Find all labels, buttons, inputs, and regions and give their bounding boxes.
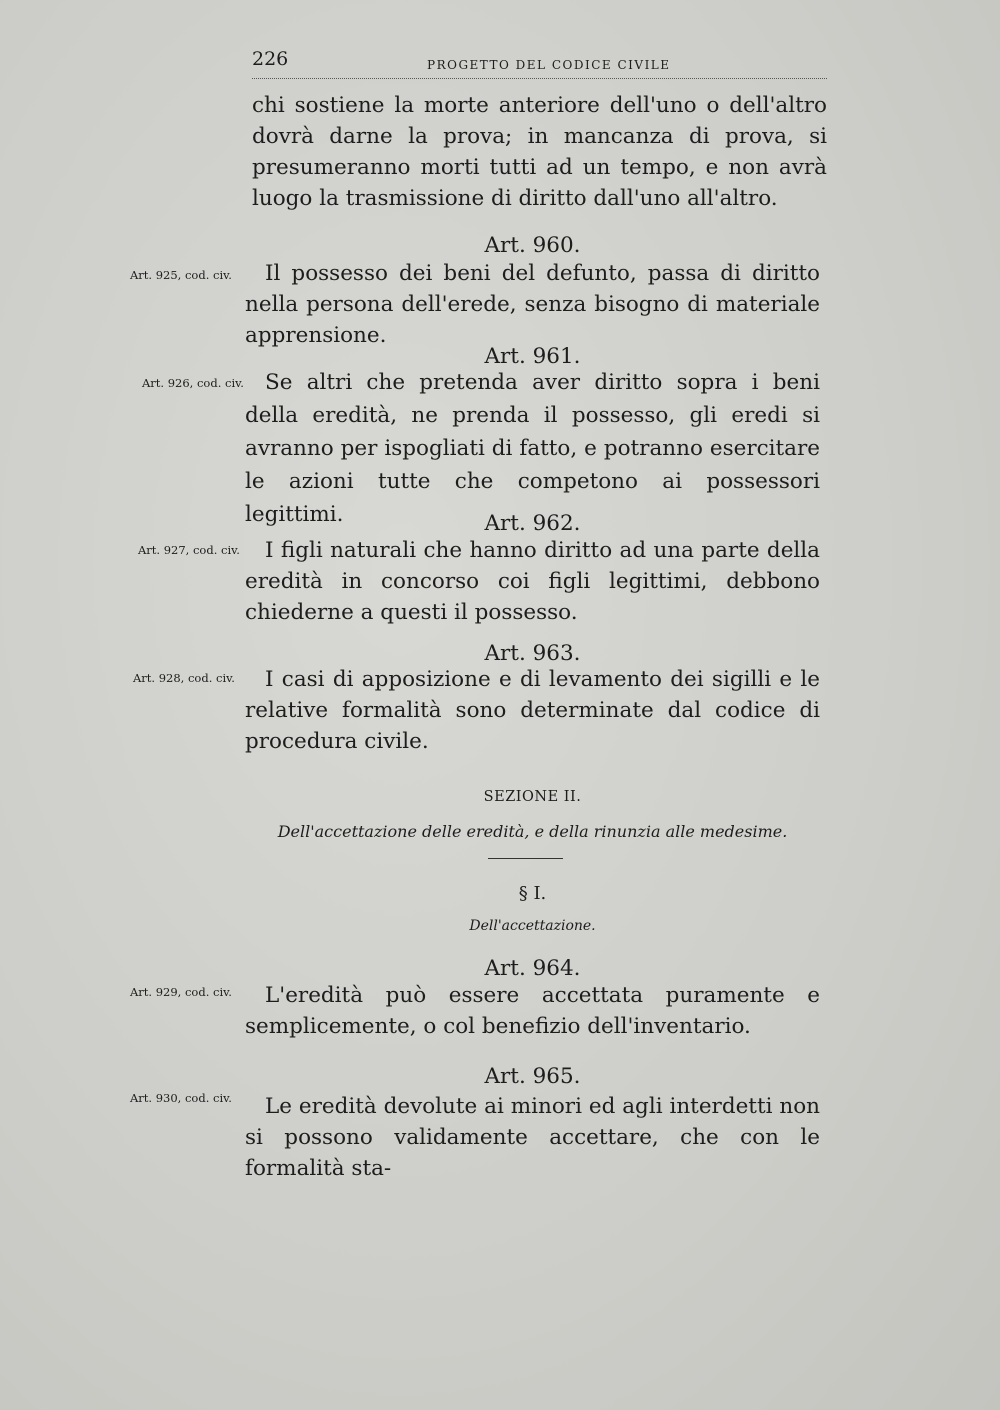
article-text: I casi di apposizione e di levamento dei sigilli e le relative formalità sono determinate dal codice di procedura civile. — [245, 667, 820, 754]
paragraph-heading: § I. — [518, 883, 547, 904]
article-title: Art. 961. — [484, 344, 581, 369]
section-subtitle: Dell'accettazione delle eredità, e della rinunzia alle medesime. — [277, 822, 788, 841]
article-title: Art. 963. — [484, 641, 581, 666]
page-header — [252, 48, 827, 79]
section-divider — [488, 858, 563, 859]
article-title: Art. 965. — [484, 1064, 581, 1089]
margin-reference: Art. 930, cod. civ. — [130, 1091, 232, 1105]
article-text: I figli naturali che hanno diritto ad una parte della eredità in concorso coi figli legittimi, debbono chiederne a questi il possesso. — [245, 538, 820, 625]
article-text: Se altri che pretenda aver diritto sopra i beni della eredità, ne prenda il possesso, gli eredi si avranno per ispogliati di fatto, e potranno esercitare le azioni tutte che competono ai possessori legittimi. — [245, 370, 820, 527]
margin-reference: Art. 925, cod. civ. — [130, 268, 232, 282]
article-text: Il possesso dei beni del defunto, passa di diritto nella persona dell'erede, senza bisogno di materiale apprensione. — [245, 261, 820, 348]
continuation-paragraph: chi sostiene la morte anteriore dell'uno o dell'altro dovrà darne la prova; in mancanza di prova, si presumeranno morti tutti ad un tempo, e non avrà luogo la trasmissione di diritto dall'uno all'altro. — [252, 93, 827, 211]
article-title: Art. 962. — [484, 511, 581, 536]
margin-reference: Art. 929, cod. civ. — [130, 985, 232, 999]
article-text: Le eredità devolute ai minori ed agli interdetti non si possono validamente accettare, che con le formalità sta- — [245, 1094, 820, 1181]
paragraph-subtitle: Dell'accettazione. — [469, 918, 596, 934]
article-text: L'eredità può essere accettata puramente e semplicemente, o col benefizio dell'inventario. — [245, 983, 820, 1039]
margin-reference: Art. 928, cod. civ. — [133, 671, 235, 685]
margin-reference: Art. 927, cod. civ. — [138, 543, 240, 557]
article-title: Art. 960. — [484, 233, 581, 258]
margin-reference: Art. 926, cod. civ. — [142, 376, 244, 390]
running-title: PROGETTO DEL CODICE CIVILE — [427, 58, 671, 72]
page-number: 226 — [252, 48, 289, 70]
section-heading: SEZIONE II. — [483, 789, 582, 805]
article-title: Art. 964. — [484, 956, 581, 981]
